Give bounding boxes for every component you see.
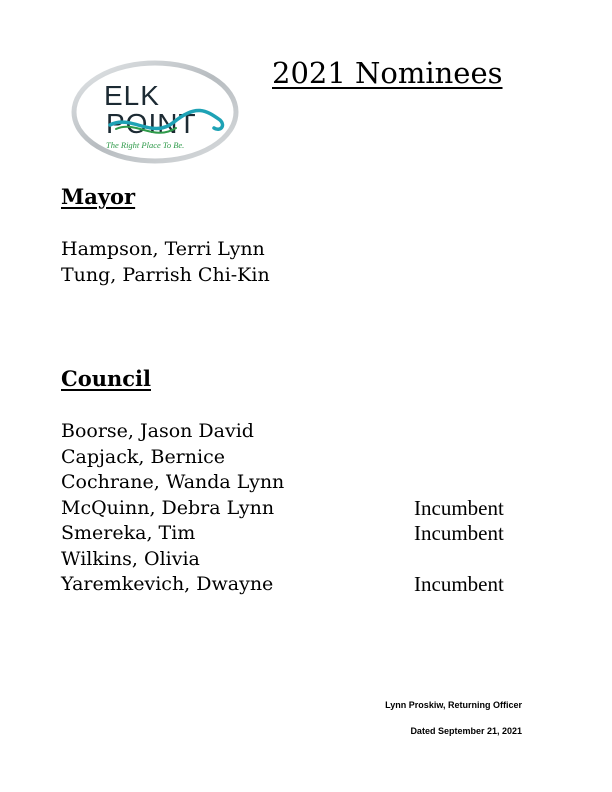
logo-name-bottom: POINT — [106, 108, 197, 139]
nominee-row — [61, 547, 531, 573]
dated-line: Dated September 21, 2021 — [410, 726, 522, 736]
nominee-name: Yaremkevich, Dwayne — [61, 573, 274, 595]
nominee-row — [61, 572, 531, 598]
nominee-row — [61, 521, 531, 547]
logo-name-top: ELK — [104, 80, 160, 111]
nominee-name: McQuinn, Debra Lynn — [61, 496, 275, 519]
nominee-name: Tung, Parrish Chi-Kin — [61, 263, 270, 286]
nominee-status: Incumbent — [414, 495, 504, 520]
nominee-name: Capjack, Bernice — [61, 445, 225, 468]
mayor-heading: Mayor — [61, 184, 136, 209]
nominee-name: Boorse, Jason David — [61, 420, 254, 442]
nominee-name: Wilkins, Olivia — [61, 547, 200, 570]
council-nominee-list — [61, 419, 531, 598]
nominee-name: Hampson, Terri Lynn — [61, 238, 265, 260]
page-title: 2021 Nominees — [272, 56, 503, 90]
logo-tagline: The Right Place To Be. — [106, 140, 185, 150]
nominee-status: Incumbent — [414, 521, 504, 545]
nominee-row — [61, 263, 531, 289]
council-heading: Council — [61, 366, 151, 391]
nominee-row — [61, 496, 531, 522]
mayor-nominee-list — [61, 237, 531, 288]
nominee-name: Cochrane, Wanda Lynn — [61, 471, 285, 493]
nominee-status: Incumbent — [414, 572, 504, 596]
returning-officer: Lynn Proskiw, Returning Officer — [385, 700, 522, 710]
nominee-row — [61, 237, 531, 263]
nominee-row — [61, 470, 531, 496]
nominee-row — [61, 419, 531, 445]
nominee-row — [61, 445, 531, 471]
elk-point-logo — [70, 58, 240, 166]
nominee-name: Smereka, Tim — [61, 522, 196, 544]
